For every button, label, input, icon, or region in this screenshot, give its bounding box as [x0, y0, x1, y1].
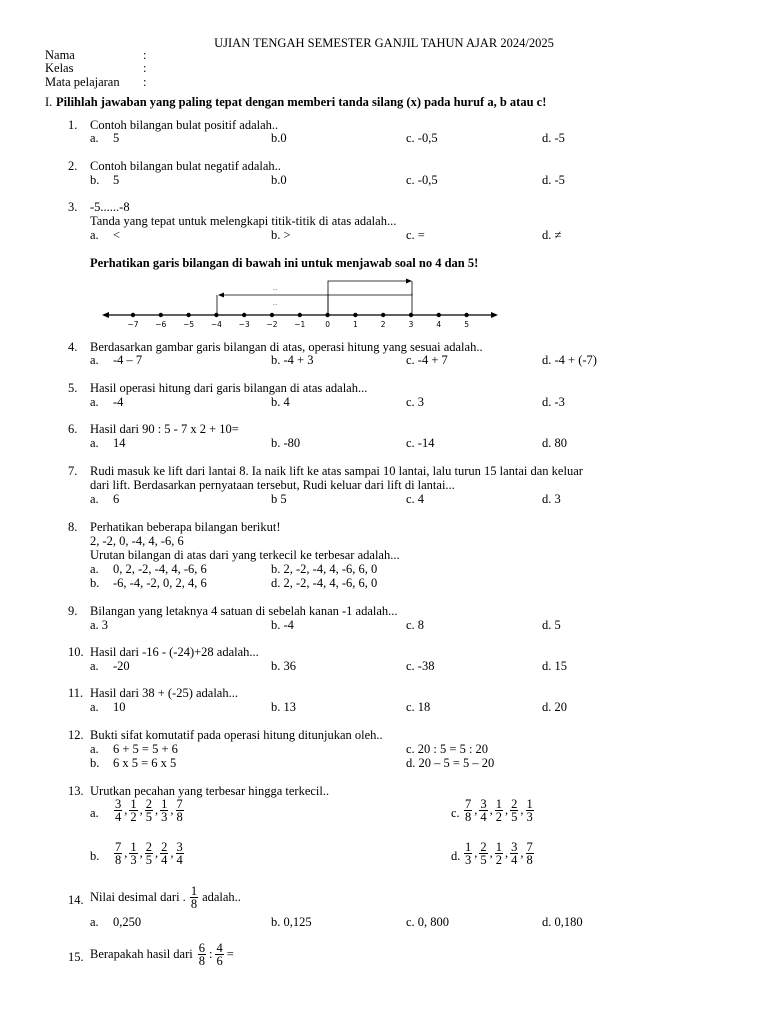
fraction	[479, 841, 487, 866]
q12-opt-b-letter[interactable]: b.	[90, 756, 100, 770]
fraction-numerator: 2	[145, 797, 152, 811]
fraction	[114, 841, 122, 866]
q11-opt-b[interactable]: b. 13	[271, 700, 296, 714]
q5-opt-a-letter[interactable]: a.	[90, 395, 99, 409]
q14-opt-a[interactable]: 0,250	[113, 915, 142, 929]
fraction	[114, 798, 122, 823]
q14-opt-b[interactable]: b. 0,125	[271, 915, 312, 929]
q2-number: 2.	[68, 159, 78, 173]
arrow-lower	[220, 293, 412, 295]
q10-opt-c[interactable]: c. -38	[406, 659, 435, 673]
section-number: I.	[45, 95, 53, 109]
q13-opt-d-letter[interactable]: d.	[451, 849, 461, 863]
arrow-upper-head	[406, 279, 412, 284]
q5-number: 5.	[68, 381, 78, 395]
q12-opt-a[interactable]: 6 + 5 = 5 + 6	[113, 742, 178, 756]
fraction-numerator: 1	[130, 840, 137, 854]
number-line-tick-label: 4	[436, 320, 442, 329]
q1-opt-a[interactable]: 5	[113, 131, 120, 145]
q14-text	[90, 885, 241, 910]
number-line-right-arrow	[491, 312, 498, 318]
fraction-separator: ,	[124, 803, 128, 817]
fraction-separator: ,	[474, 803, 478, 817]
number-line-point	[437, 313, 441, 317]
fraction	[129, 841, 137, 866]
fraction-separator: ,	[489, 846, 493, 860]
q5-opt-b[interactable]: b. 4	[271, 395, 290, 409]
number-line-point	[159, 313, 163, 317]
fraction-denominator: 5	[145, 853, 152, 867]
q3-opt-c[interactable]: c. =	[406, 228, 425, 242]
q9-number: 9.	[68, 604, 78, 618]
q15-operator: :	[208, 947, 213, 961]
q10-text: Hasil dari -16 - (-24)+28 adalah...	[90, 645, 259, 659]
q11-text: Hasil dari 38 + (-25) adalah...	[90, 686, 238, 700]
fraction	[510, 841, 518, 866]
fraction-numerator: 3	[176, 840, 183, 854]
q10-opt-a[interactable]: -20	[113, 659, 130, 673]
fraction-numerator: 7	[115, 840, 122, 854]
fraction-separator: ,	[170, 846, 174, 860]
arrow-upper-label: ...	[272, 286, 278, 292]
q8-opt-d[interactable]: d. 2, -2, -4, 4, -6, 6, 0	[271, 576, 378, 590]
fraction-numerator: 1	[465, 840, 472, 854]
fraction-denominator: 4	[480, 810, 487, 824]
q1-opt-a-letter[interactable]: a.	[90, 131, 99, 145]
number-line-point	[186, 313, 190, 317]
fraction-numerator: 2	[511, 797, 518, 811]
q12-opt-c[interactable]: c. 20 : 5 = 5 : 20	[406, 742, 489, 756]
q10-opt-b[interactable]: b. 36	[271, 659, 296, 673]
q1-opt-b[interactable]: b.0	[271, 131, 287, 145]
arrow-upper	[328, 281, 410, 313]
number-line-tick-label: −4	[210, 320, 222, 329]
q3-number: 3.	[68, 200, 78, 214]
q13-opt-b-letter[interactable]: b.	[90, 849, 100, 863]
q6-opt-a-letter[interactable]: a.	[90, 436, 99, 450]
fraction	[145, 798, 153, 823]
q11-opt-c[interactable]: c. 18	[406, 700, 431, 714]
q13-opt-a[interactable]	[113, 798, 185, 823]
section-instruction: Pilihlah jawaban yang paling tepat dengan memberi tanda silang (x) pada huruf a, b atau c!	[56, 95, 547, 109]
q15-fraction-2	[215, 942, 223, 967]
number-line-tick-label: −3	[238, 320, 250, 329]
q1-opt-c[interactable]: c. -0,5	[406, 131, 438, 145]
number-line-point	[131, 313, 135, 317]
number-line-point	[353, 313, 357, 317]
fraction-numerator: 1	[161, 797, 168, 811]
fraction-denominator: 5	[145, 810, 152, 824]
fraction-denominator: 2	[495, 810, 502, 824]
fraction-denominator: 4	[115, 810, 122, 824]
q2-opt-a[interactable]: 5	[113, 173, 120, 187]
fraction-denominator: 5	[511, 810, 518, 824]
q10-number: 10.	[68, 645, 84, 659]
fraction	[464, 798, 472, 823]
q13-opt-c-letter[interactable]: c.	[451, 806, 460, 820]
fraction-numerator: 7	[176, 797, 183, 811]
q9-opt-b[interactable]: b. -4	[271, 618, 294, 632]
q10-opt-d[interactable]: d. 15	[542, 659, 567, 673]
q14-opt-d[interactable]: d. 0,180	[542, 915, 583, 929]
number-line-left-arrow	[102, 312, 109, 318]
fraction-numerator: 1	[495, 797, 502, 811]
q14-text-before: Nilai desimal dari .	[90, 890, 186, 904]
fraction-separator: ,	[489, 803, 493, 817]
q4-opt-c[interactable]: c. -4 + 7	[406, 353, 448, 367]
q4-text: Berdasarkan gambar garis bilangan di atas, operasi hitung yang sesuai adalah..	[90, 340, 483, 354]
fraction-separator: ,	[520, 846, 524, 860]
fraction-numerator: 7	[465, 797, 472, 811]
fraction-separator: ,	[155, 803, 159, 817]
number-line-point	[298, 313, 302, 317]
fraction	[479, 798, 487, 823]
q14-opt-a-letter[interactable]: a.	[90, 915, 99, 929]
fraction-separator: ,	[505, 846, 509, 860]
fraction-separator: ,	[139, 803, 143, 817]
q12-opt-d[interactable]: d. 20 – 5 = 5 – 20	[406, 756, 495, 770]
q12-opt-a-letter[interactable]: a.	[90, 742, 99, 756]
q3-opt-a[interactable]: <	[113, 228, 121, 242]
fraction-numerator: 7	[526, 840, 533, 854]
fraction-denominator: 2	[495, 853, 502, 867]
fraction-denominator: 8	[526, 853, 533, 867]
q8-opt-a[interactable]: 0, 2, -2, -4, 4, -6, 6	[113, 562, 207, 576]
number-line-point	[381, 313, 385, 317]
field-subject-colon: :	[143, 75, 147, 89]
number-line-point	[464, 313, 468, 317]
q11-number: 11.	[68, 686, 84, 700]
q7-opt-c[interactable]: c. 4	[406, 492, 425, 506]
q15-text	[90, 942, 234, 967]
number-line-tick-label: −7	[127, 320, 139, 329]
q6-opt-d[interactable]: d. 80	[542, 436, 567, 450]
fraction-denominator: 5	[480, 853, 487, 867]
q7-text-2: dari lift. Berdasarkan pernyataan tersebut, Rudi keluar dari lift di lantai...	[90, 478, 455, 492]
fraction-denominator: 2	[130, 810, 137, 824]
fraction-separator: ,	[170, 803, 174, 817]
fraction-numerator: 3	[480, 797, 487, 811]
q11-opt-a[interactable]: 10	[113, 700, 126, 714]
q8-opt-b[interactable]: -6, -4, -2, 0, 2, 4, 6	[113, 576, 207, 590]
q2-opt-d[interactable]: d. -5	[542, 173, 565, 187]
fraction	[495, 798, 503, 823]
number-line-point	[270, 313, 274, 317]
q7-opt-d[interactable]: d. 3	[542, 492, 561, 506]
fraction-separator: ,	[474, 846, 478, 860]
number-line-tick-label: 1	[353, 320, 358, 329]
fraction-denominator: 3	[161, 810, 168, 824]
exam-title: UJIAN TENGAH SEMESTER GANJIL TAHUN AJAR 2024/2025	[214, 36, 554, 50]
q9-opt-a[interactable]: a. 3	[90, 618, 109, 632]
fraction	[526, 798, 534, 823]
q7-opt-a[interactable]: 6	[113, 492, 120, 506]
q9-opt-c[interactable]: c. 8	[406, 618, 425, 632]
q1-text: Contoh bilangan bulat positif adalah..	[90, 118, 279, 132]
q15-fraction-2-num: 4	[216, 941, 223, 955]
q14-fraction-den: 8	[190, 897, 198, 911]
fraction-numerator: 1	[130, 797, 137, 811]
q7-opt-b[interactable]: b 5	[271, 492, 287, 506]
q4-opt-b[interactable]: b. -4 + 3	[271, 353, 314, 367]
number-line-point	[214, 313, 218, 317]
fraction-numerator: 1	[526, 797, 533, 811]
number-line-tick-label: −1	[294, 320, 306, 329]
fraction-denominator: 4	[161, 853, 168, 867]
number-line-point	[325, 313, 329, 317]
q3-opt-b[interactable]: b. >	[271, 228, 291, 242]
q3-opt-d[interactable]: d. ≠	[542, 228, 562, 242]
fraction-denominator: 4	[511, 853, 518, 867]
field-name-label: Nama	[45, 48, 75, 62]
fraction	[176, 798, 184, 823]
numberline-caption: Perhatikan garis bilangan di bawah ini untuk menjawab soal no 4 dan 5!	[90, 256, 479, 270]
q15-fraction-2-den: 6	[216, 954, 223, 968]
field-subject-label: Mata pelajaran	[45, 75, 120, 89]
fraction-separator: ,	[520, 803, 524, 817]
q2-opt-b[interactable]: b.0	[271, 173, 287, 187]
fraction-numerator: 3	[511, 840, 518, 854]
q15-text-before: Berapakah hasil dari	[90, 947, 193, 961]
q6-number: 6.	[68, 422, 78, 436]
fraction-denominator: 8	[115, 853, 122, 867]
number-line-tick-label: −6	[155, 320, 167, 329]
q10-opt-a-letter[interactable]: a.	[90, 659, 99, 673]
q15-fraction-1	[198, 942, 206, 967]
q1-opt-d[interactable]: d. -5	[542, 131, 565, 145]
q8-text-2: 2, -2, 0, -4, 4, -6, 6	[90, 534, 184, 548]
q4-opt-a[interactable]: -4 – 7	[113, 353, 143, 367]
q15-fraction-1-num: 6	[198, 941, 205, 955]
q14-number: 14.	[68, 893, 84, 907]
q5-text: Hasil operasi hitung dari garis bilangan di atas adalah...	[90, 381, 368, 395]
q5-opt-d[interactable]: d. -3	[542, 395, 565, 409]
fraction	[495, 841, 503, 866]
q2-text: Contoh bilangan bulat negatif adalah..	[90, 159, 281, 173]
q5-opt-a[interactable]: -4	[113, 395, 124, 409]
fraction	[510, 798, 518, 823]
fraction	[176, 841, 184, 866]
fraction-separator: ,	[505, 803, 509, 817]
q13-number: 13.	[68, 784, 84, 798]
q15-fraction-1-den: 8	[198, 954, 205, 968]
number-line-tick-label: 5	[464, 320, 469, 329]
fraction-separator: ,	[155, 846, 159, 860]
q12-opt-b[interactable]: 6 x 5 = 6 x 5	[113, 756, 177, 770]
q11-opt-a-letter[interactable]: a.	[90, 700, 99, 714]
q11-opt-d[interactable]: d. 20	[542, 700, 567, 714]
fraction	[160, 798, 168, 823]
q3-text: -5......-8	[90, 200, 130, 214]
q2-opt-c[interactable]: c. -0,5	[406, 173, 438, 187]
q8-number: 8.	[68, 520, 78, 534]
number-line-figure	[100, 275, 500, 331]
fraction-denominator: 3	[465, 853, 472, 867]
q13-opt-d[interactable]	[463, 841, 535, 866]
q8-opt-a-letter[interactable]: a.	[90, 562, 99, 576]
q14-opt-c[interactable]: c. 0, 800	[406, 915, 450, 929]
fraction-separator: ,	[139, 846, 143, 860]
fraction	[129, 798, 137, 823]
field-class-colon: :	[143, 61, 147, 75]
q6-text: Hasil dari 90 : 5 - 7 x 2 + 10=	[90, 422, 239, 436]
q8-opt-b-letter[interactable]: b.	[90, 576, 100, 590]
q5-opt-c[interactable]: c. 3	[406, 395, 425, 409]
q12-number: 12.	[68, 728, 84, 742]
fraction-denominator: 4	[176, 853, 183, 867]
q6-opt-c[interactable]: c. -14	[406, 436, 435, 450]
arrow-lower-head	[218, 293, 224, 298]
number-line-tick-label: 2	[380, 320, 386, 329]
fraction-numerator: 2	[480, 840, 487, 854]
fraction-numerator: 2	[145, 840, 152, 854]
q6-opt-b[interactable]: b. -80	[271, 436, 301, 450]
number-line-tick-label: −5	[183, 320, 195, 329]
q2-opt-a-letter[interactable]: b.	[90, 173, 100, 187]
number-line-tick-label: 3	[408, 320, 414, 329]
q4-opt-a-letter[interactable]: a.	[90, 353, 99, 367]
q15-number: 15.	[68, 950, 84, 964]
number-line-tick-label: −2	[266, 320, 278, 329]
q1-number: 1.	[68, 118, 78, 132]
q8-text: Perhatikan beberapa bilangan berikut!	[90, 520, 281, 534]
q9-text: Bilangan yang letaknya 4 satuan di sebelah kanan -1 adalah...	[90, 604, 398, 618]
fraction	[145, 841, 153, 866]
q13-opt-a-letter[interactable]: a.	[90, 806, 99, 820]
fraction-denominator: 8	[465, 810, 472, 824]
field-class-label: Kelas	[45, 61, 74, 75]
q14-fraction-num: 1	[190, 884, 198, 898]
q4-number: 4.	[68, 340, 78, 354]
q7-opt-a-letter[interactable]: a.	[90, 492, 99, 506]
q14-text-after: adalah..	[202, 890, 241, 904]
q8-text-3: Urutan bilangan di atas dari yang terkecil ke terbesar adalah...	[90, 548, 400, 562]
fraction-numerator: 2	[161, 840, 168, 854]
field-name-colon: :	[143, 48, 147, 62]
number-line-point	[409, 313, 413, 317]
q15-text-after: =	[226, 947, 234, 961]
fraction	[464, 841, 472, 866]
fraction-denominator: 3	[130, 853, 137, 867]
fraction-numerator: 1	[495, 840, 502, 854]
fraction-denominator: 3	[526, 810, 533, 824]
q13-text: Urutkan pecahan yang terbesar hingga terkecil..	[90, 784, 330, 798]
q3-text-2: Tanda yang tepat untuk melengkapi titik-titik di atas adalah...	[90, 214, 397, 228]
q3-opt-a-letter[interactable]: a.	[90, 228, 99, 242]
fraction-denominator: 8	[176, 810, 183, 824]
fraction	[160, 841, 168, 866]
q8-opt-c[interactable]: b. 2, -2, -4, 4, -6, 6, 0	[271, 562, 378, 576]
q6-opt-a[interactable]: 14	[113, 436, 126, 450]
q12-text: Bukti sifat komutatif pada operasi hitung ditunjukan oleh..	[90, 728, 383, 742]
fraction	[526, 841, 534, 866]
q9-opt-d[interactable]: d. 5	[542, 618, 561, 632]
q13-opt-b[interactable]	[113, 841, 185, 866]
number-line-point	[242, 313, 246, 317]
q4-opt-d[interactable]: d. -4 + (-7)	[542, 353, 597, 367]
q14-fraction	[190, 885, 198, 910]
number-line-tick-label: 0	[325, 320, 330, 329]
q7-text: Rudi masuk ke lift dari lantai 8. Ia naik lift ke atas sampai 10 lantai, lalu turun 15 lantai dan keluar	[90, 464, 583, 478]
q7-number: 7.	[68, 464, 78, 478]
fraction-separator: ,	[124, 846, 128, 860]
q13-opt-c[interactable]	[463, 798, 535, 823]
arrow-lower-label: ...	[272, 301, 278, 307]
fraction-numerator: 3	[115, 797, 122, 811]
